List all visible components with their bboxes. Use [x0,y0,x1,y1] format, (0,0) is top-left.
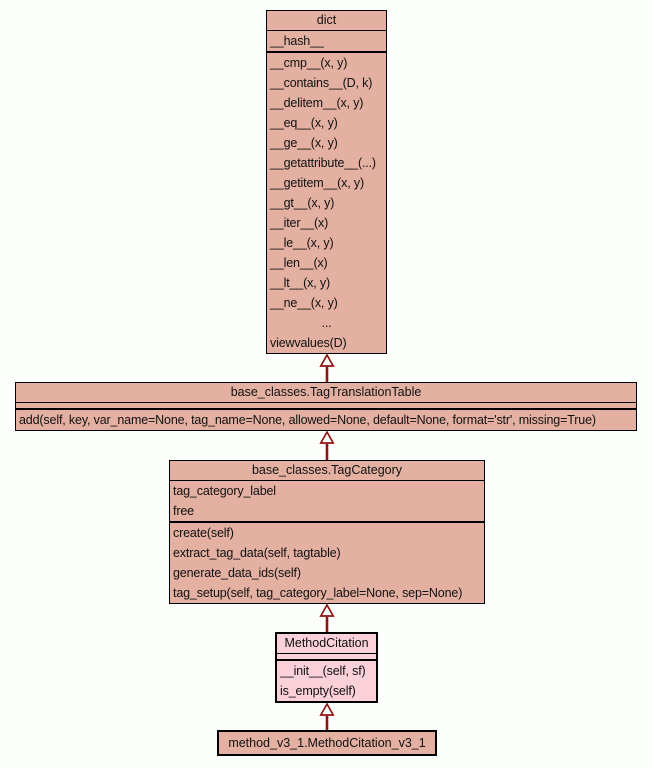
attributes-compartment [267,31,386,53]
method-item: __le__(x, y) [270,236,334,250]
method-item: __gt__(x, y) [270,196,335,210]
methods-compartment [267,53,386,353]
method-item: __eq__(x, y) [270,116,338,130]
methods-compartment [170,523,484,603]
attributes-compartment [170,481,484,523]
method-item: __len__(x) [270,256,328,270]
attributes-compartment [277,654,376,661]
method-item: add(self, key, var_name=None, tag_name=None, allowed=None, default=None, format='str', missing=True) [19,413,596,427]
method-item: __lt__(x, y) [270,276,331,290]
method-item: create(self) [173,526,234,540]
class-title: MethodCitation [277,634,376,654]
attributes-compartment [16,403,636,410]
method-item: __getattribute__(...) [270,156,376,170]
inheritance-arrow-methodcitationv31-to-methodcitation [319,703,335,730]
method-item: __ge__(x, y) [270,136,338,150]
class-title: dict [267,11,386,31]
method-item: __cmp__(x, y) [270,56,348,70]
method-item: generate_data_ids(self) [173,566,301,580]
class-box-dict[interactable] [266,10,387,354]
class-title: base_classes.TagTranslationTable [16,383,636,403]
class-title: method_v3_1.MethodCitation_v3_1 [228,736,426,750]
method-item: extract_tag_data(self, tagtable) [173,546,341,560]
method-item: __iter__(x) [270,216,329,230]
method-item: viewvalues(D) [270,336,347,350]
method-item: tag_setup(self, tag_category_label=None, sep=None) [173,586,463,600]
attribute-item: free [173,504,194,518]
method-item: __getitem__(x, y) [270,176,365,190]
method-item: is_empty(self) [280,684,356,698]
method-item: __ne__(x, y) [270,296,338,310]
methods-compartment [16,410,636,430]
method-item: ... [321,316,332,330]
class-box-methodcitation[interactable] [275,632,378,703]
method-item: __delitem__(x, y) [270,96,364,110]
class-title: base_classes.TagCategory [170,461,484,481]
inheritance-arrow-tagcategory-to-tagtranslationtable [319,431,335,460]
inheritance-arrow-methodcitation-to-tagcategory [319,604,335,632]
attribute-item: tag_category_label [173,484,276,498]
inheritance-arrow-tagtranslationtable-to-dict [319,354,335,382]
class-box-tagtranslationtable[interactable] [15,382,637,431]
class-box-tagcategory[interactable] [169,460,485,604]
attribute-item: __hash__ [270,34,324,48]
methods-compartment [277,661,376,701]
class-box-methodcitation-v3-1[interactable] [217,730,437,756]
method-item: __init__(self, sf) [280,664,366,678]
method-item: __contains__(D, k) [270,76,373,90]
